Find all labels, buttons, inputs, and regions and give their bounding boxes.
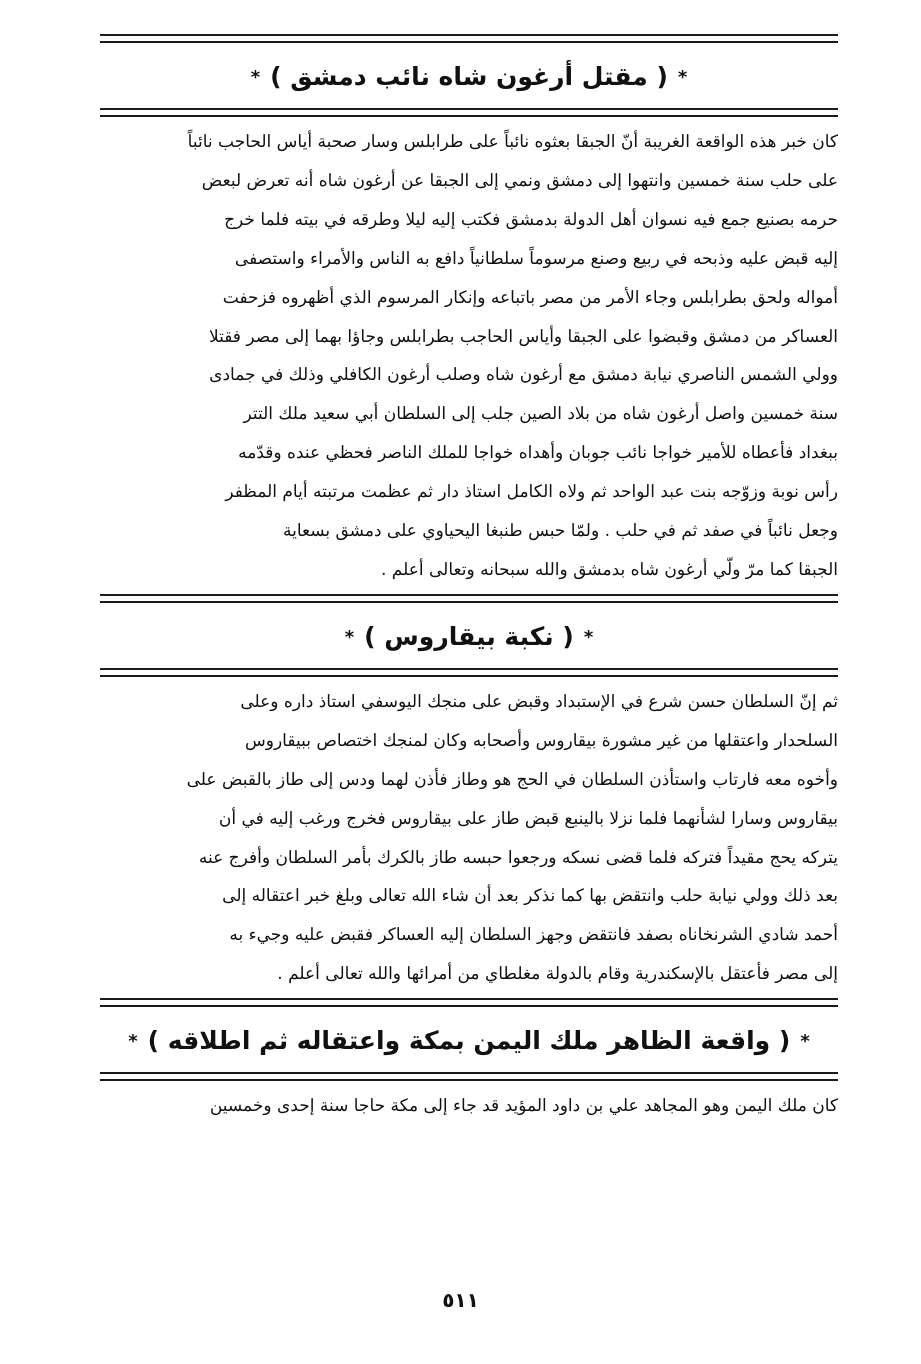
star-ornament-right: * — [583, 626, 594, 648]
section-heading-3 — [100, 1021, 838, 1062]
text-line: أحمد شادي الشرنخاناه بصفد فانتقض وجهز السلطان إليه العساكر فقبض عليه وجيء به — [229, 925, 838, 946]
star-ornament-right: * — [677, 67, 688, 88]
text-line: حرمه بصنيع جمع فيه نسوان أهل الدولة بدمشق فكتب إليه ليلا وطرقه في بيته فلما خرج — [224, 209, 838, 230]
double-rule — [100, 1072, 838, 1081]
text-line: يتركه يحج مقيداً فتركه فلما قضى نسكه ورجعوا حبسه طاز بالكرك بأمر السلطان وأفرج عنه — [198, 847, 838, 868]
text-line: على حلب سنة خمسين وانتهوا إلى دمشق ونمي إلى الجبقا عن أرغون شاه أنه تعرض لبعض — [201, 170, 838, 191]
text-line: الجبقا كما مرّ ولّي أرغون شاه بدمشق والله سبحانه وتعالى أعلم . — [380, 559, 838, 580]
document-page — [100, 28, 838, 1130]
text-line: بيقاروس وسارا لشأنهما فلما نزلا بالينبع قبض طاز على بيقاروس فخرج ورغب إليه في أن — [218, 808, 838, 829]
text-line: ببغداد فأعطاه للأمير خواجا نائب جوبان وأهداه خواجا للملك الناصر فحظي عنده وقدّمه — [238, 443, 838, 464]
section-heading-2 — [100, 617, 838, 658]
text-line: ثم إنّ السلطان حسن شرع في الإستبداد وقبض على منجك اليوسفي استاذ داره وعلى — [240, 691, 838, 712]
star-ornament-left: * — [250, 67, 261, 88]
text-line: بعد ذلك وولي نيابة حلب وانتقض بها كما نذكر بعد أن شاء الله تعالى وبلغ خبر اعتقاله إلى — [222, 886, 838, 907]
section-title-text: ( مقتل أرغون شاه نائب دمشق ) — [270, 62, 668, 91]
text-line: إليه قبض عليه وذبحه في ربيع وصنع مرسوماً سلطانياً دافع به الناس والأمراء واستصفى — [234, 248, 838, 269]
text-line: كان خبر هذه الواقعة الغريبة أنّ الجبقا بعثوه نائباً على طرابلس وسار صحبة أياس الحاجب نائباً — [187, 132, 838, 152]
star-ornament-left: * — [128, 1031, 138, 1053]
text-line: إلى مصر فأعتقل بالإسكندرية وقام بالدولة مغلطاي من أمرائها والله تعالى أعلم . — [277, 964, 838, 985]
double-rule — [100, 108, 838, 117]
text-line: وولي الشمس الناصري نيابة دمشق مع أرغون شاه وصلب أرغون الكافلي وذلك في جمادى — [209, 365, 838, 386]
section-heading-1 — [100, 57, 838, 98]
section-title-text: ( نكبة بيقاروس ) — [364, 621, 574, 651]
double-rule — [100, 998, 838, 1007]
text-line: سنة خمسين واصل أرغون شاه من بلاد الصين جلب إلى السلطان أبي سعيد ملك التتر — [243, 404, 838, 425]
section-body-3 — [100, 1087, 838, 1126]
section-title-text: ( واقعة الظاهر ملك اليمن بمكة واعتقاله ثم اطلاقه ) — [147, 1026, 791, 1056]
page-number: ٥١١ — [442, 1288, 479, 1312]
star-ornament-left: * — [344, 626, 355, 648]
double-rule — [100, 34, 838, 43]
text-line: العساكر من دمشق وقبضوا على الجبقا وأياس الحاجب بطرابلس وجاؤا بهما إلى مصر فقتلا — [208, 326, 838, 347]
section-body-2 — [100, 683, 838, 994]
section-body-1 — [100, 123, 838, 590]
star-ornament-right: * — [800, 1031, 810, 1053]
text-line: كان ملك اليمن وهو المجاهد علي بن داود المؤيد قد جاء إلى مكة حاجا سنة إحدى وخمسين — [209, 1096, 838, 1117]
text-line: أمواله ولحق بطرابلس وجاء الأمر من مصر باتباعه وإنكار المرسوم الذي أظهروه فزحفت — [222, 287, 838, 308]
text-line: وأخوه معه فارتاب واستأذن السلطان في الحج هو وطاز فأذن لهما ودس إلى طاز بالقبض على — [186, 769, 838, 790]
double-rule — [100, 668, 838, 677]
text-line: السلحدار واعتقلها من غير مشورة بيقاروس وأصحابه وكان لمنجك اختصاص ببيقاروس — [245, 730, 838, 751]
text-line: وجعل نائباً في صفد ثم في حلب . ولمّا حبس طنبغا اليحياوي على دمشق بسعاية — [282, 521, 838, 542]
text-line: رأس نوبة وزوّجه بنت عبد الواحد ثم ولاه الكامل استاذ دار ثم عظمت مرتبته أيام المظفر — [225, 482, 838, 503]
double-rule — [100, 594, 838, 603]
